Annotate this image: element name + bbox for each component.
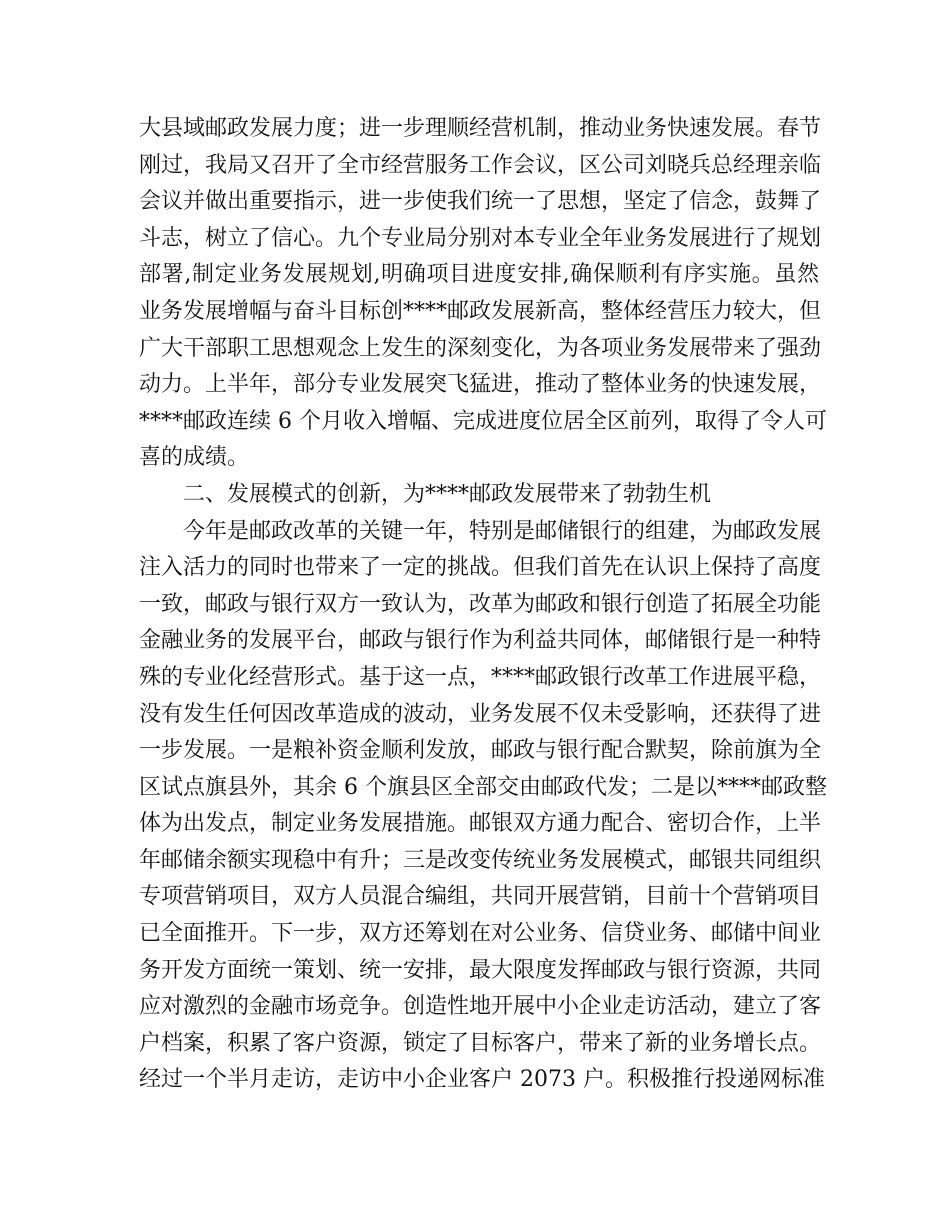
- text-line: 会议并做出重要指示，进一步使我们统一了思想，坚定了信念，鼓舞了: [139, 189, 822, 215]
- text-line: 注入活力的同时也带来了一定的挑战。但我们首先在认识上保持了高度: [139, 555, 822, 581]
- text-line: 部署,制定业务发展规划,明确项目进度安排,确保顺利有序实施。虽然: [139, 262, 819, 288]
- paragraph-first-line: 今年是邮政改革的关键一年，特别是邮储银行的组建，为邮政发展: [183, 518, 822, 544]
- text-line: 业务发展增幅与奋斗目标创****邮政发展新高，整体经营压力较大，但: [139, 298, 822, 324]
- text-line: 喜的成绩。: [139, 445, 250, 471]
- text-line: 斗志，树立了信心。九个专业局分别对本专业全年业务发展进行了规划: [139, 225, 822, 251]
- text-line: 一步发展。一是粮补资金顺利发放，邮政与银行配合默契，除前旗为全: [139, 738, 822, 764]
- text-line: 务开发方面统一策划、统一安排，最大限度发挥邮政与银行资源，共同: [139, 957, 822, 983]
- text-line: 已全面推开。下一步，双方还筹划在对公业务、信贷业务、邮储中间业: [139, 921, 822, 947]
- text-line: 广大干部职工思想观念上发生的深刻变化，为各项业务发展带来了强劲: [139, 335, 822, 361]
- text-line: 大县域邮政发展力度；进一步理顺经营机制，推动业务快速发展。春节: [139, 116, 822, 141]
- text-line: 刚过，我局又召开了全市经营服务工作会议，区公司刘晓兵总经理亲临: [139, 152, 822, 178]
- text-line: 没有发生任何因改革造成的波动，业务发展不仅未受影响，还获得了进: [139, 701, 822, 727]
- section-heading: 二、发展模式的创新，为****邮政发展带来了勃勃生机: [183, 481, 712, 507]
- text-line: 金融业务的发展平台，邮政与银行作为利益共同体，邮储银行是一种特: [139, 628, 822, 654]
- text-line: 区试点旗县外，其余 6 个旗县区全部交由邮政代发；二是以****邮政整: [139, 774, 827, 800]
- text-line: ****邮政连续 6 个月收入增幅、完成进度位居全区前列，取得了令人可: [139, 408, 827, 434]
- text-line: 专项营销项目，双方人员混合编组，共同开展营销，目前十个营销项目: [139, 884, 822, 910]
- text-line: 一致，邮政与银行双方一致认为，改革为邮政和银行创造了拓展全功能: [139, 591, 822, 617]
- text-line: 年邮储余额实现稳中有升；三是改变传统业务发展模式，邮银共同组织: [139, 847, 822, 873]
- body-text: [139, 111, 827, 1099]
- text-line: 应对激烈的金融市场竞争。创造性地开展中小企业走访活动，建立了客: [139, 994, 822, 1020]
- text-line: 动力。上半年，部分专业发展突飞猛进，推动了整体业务的快速发展，: [139, 372, 822, 398]
- text-line: 殊的专业化经营形式。基于这一点，****邮政银行改革工作进展平稳，: [139, 664, 822, 690]
- text-line: 体为出发点，制定业务发展措施。邮银双方通力配合、密切合作，上半: [139, 811, 822, 837]
- text-line: 经过一个半月走访，走访中小企业客户 2073 户。积极推行投递网标准: [139, 1067, 825, 1093]
- text-line: 户档案，积累了客户资源，锁定了目标客户，带来了新的业务增长点。: [139, 1030, 822, 1056]
